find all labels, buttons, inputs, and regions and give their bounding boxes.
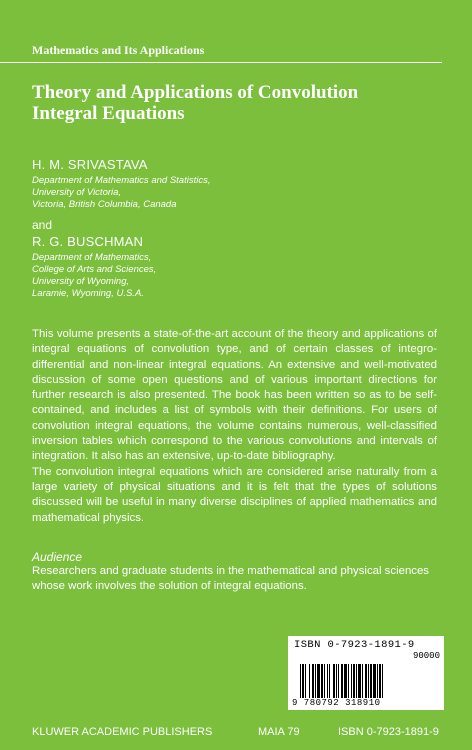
author-2-affiliation [32,252,156,300]
barcode-bar [329,664,330,698]
barcode-bar [365,664,367,698]
author-1-affiliation [32,175,210,211]
author-2-name: R. G. BUSCHMAN [32,234,144,249]
barcode-bar [300,664,301,698]
barcode-bar [321,664,323,698]
series-name: Mathematics and Its Applications [32,43,205,57]
barcode-bar [348,664,349,698]
barcode-bar [382,664,383,698]
affil-line: University of Victoria, [32,187,122,198]
audience-heading: Audience [32,550,83,564]
series-volume: MAIA 79 [258,726,300,738]
affil-line: University of Wyoming, [32,276,130,287]
barcode-bar [309,664,310,698]
barcode-bar [315,664,316,698]
barcode-bar [312,664,314,698]
affil-line: Laramie, Wyoming, U.S.A. [32,288,144,299]
barcode-bar [341,664,343,698]
barcode-bar [327,664,328,698]
barcode-bar [362,664,363,698]
barcode-box [288,636,444,710]
barcode-bar [370,664,372,698]
barcode-bar [338,664,339,698]
title-line-1: Theory and Applications of Convolution [32,82,359,103]
barcode-bar [353,664,355,698]
barcode-bar [317,664,320,698]
barcode-isbn-label: ISBN 0-7923-1891-9 [294,639,415,651]
barcode-bar [333,664,335,698]
barcode-bar [356,664,357,698]
barcode-bar [336,664,337,698]
barcode-price-code: 90000 [412,651,440,661]
barcode-bar [305,664,306,698]
description-paragraph: This volume presents a state-of-the-art account of the theory and applications of integral equations of convolution type, and of certain classes of integro-differential and non-linear integral equations. An extensive and well-motivated discussion of some open questions and of various important directions for further research is also presented. The book has been written so as to be self-contained, and includes a list of symbols with their definitions. For users of convolution integral equations, the volume contains numerous, well-classified inversion tables which correspond to the various convolutions and intervals of integration. It also has an extensive, up-to-date bibliography. [32,328,437,463]
barcode-bar [358,664,361,698]
barcode-bar [344,664,347,698]
audience-text: Researchers and graduate students in the mathematical and physical sciences whose work involves the solution of integral equations. [32,565,429,593]
barcode-bar [379,664,381,698]
barcode-bar [377,664,378,698]
affil-line: Department of Mathematics and Statistics, [32,175,211,186]
barcode-bar [351,664,352,698]
title-line-2: Integral Equations [32,103,185,124]
author-1-name: H. M. SRIVASTAVA [32,157,148,172]
barcode-bar [302,664,304,698]
barcode-bar [324,664,325,698]
barcode-bar [373,664,376,698]
barcode-bar [368,664,369,698]
affil-line: College of Arts and Sciences, [32,264,157,275]
publisher-name: KLUWER ACADEMIC PUBLISHERS [32,726,213,738]
header-rule [0,62,442,63]
book-title [32,82,432,124]
affil-line: Victoria, British Columbia, Canada [32,199,177,210]
description [32,327,437,526]
footer-isbn: ISBN 0-7923-1891-9 [338,726,439,738]
barcode-ean-digits: 9 780792 318910 [292,698,381,708]
and-text: and [32,218,53,232]
affil-line: Department of Mathematics, [32,252,152,263]
description-paragraph: The convolution integral equations which are considered arise naturally from a large variety of physical situations and it is felt that the types of solutions discussed will be useful in many diverse disciplines of applied mathematics and mathematical physics. [32,465,437,524]
